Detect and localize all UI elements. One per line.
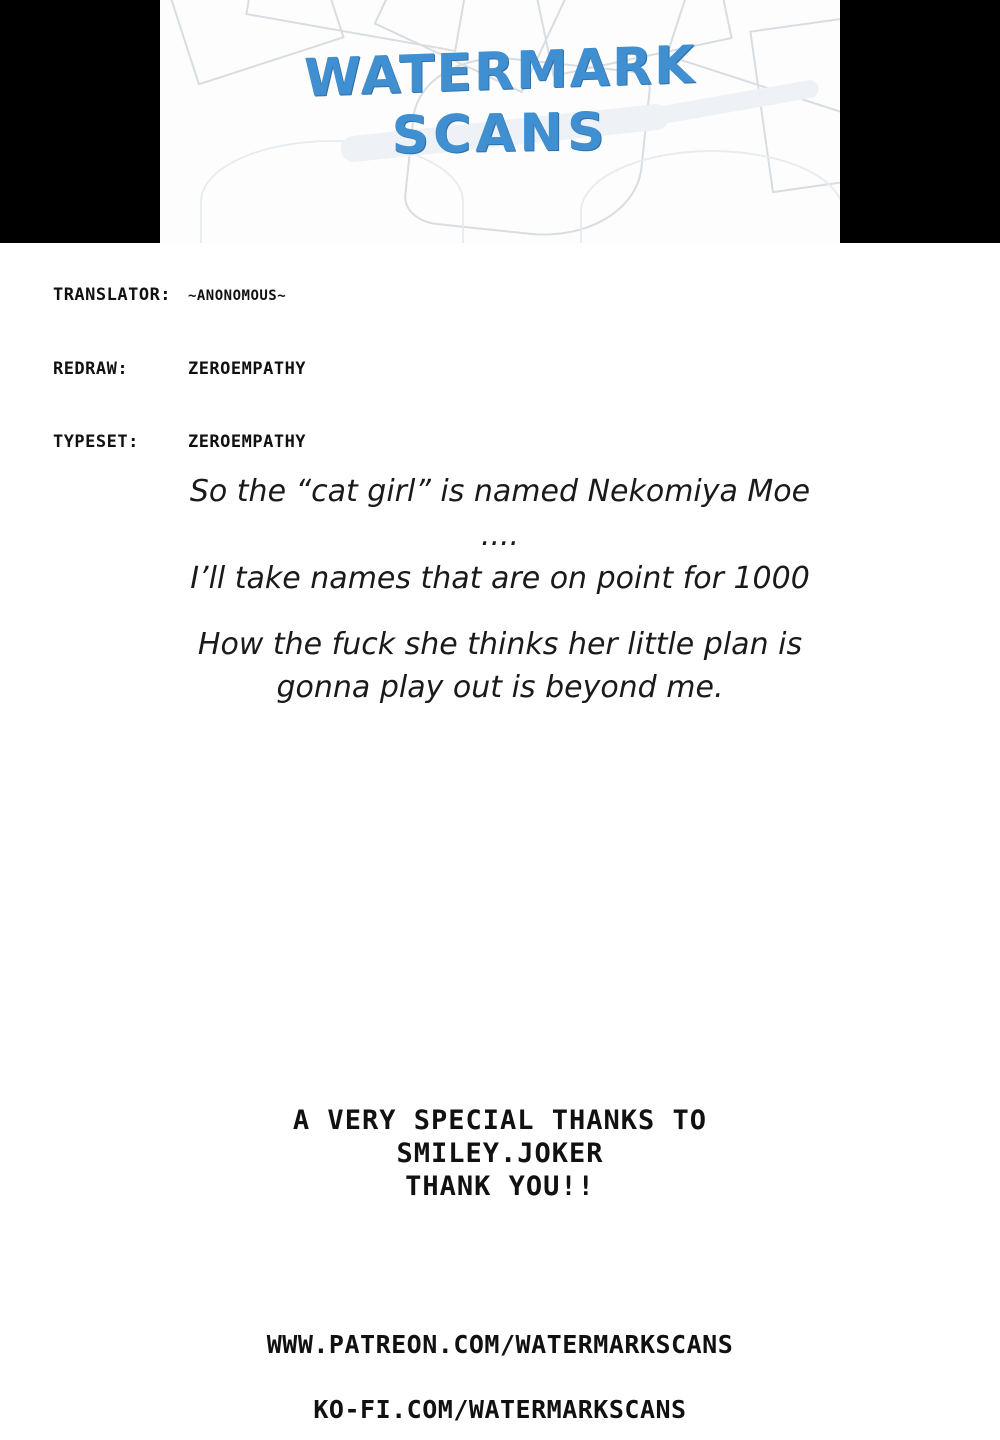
note-line-3: I’ll take names that are on point for 1000 <box>190 561 810 596</box>
credit-label-translator: TRANSLATOR: <box>52 284 172 305</box>
footer-links <box>0 1330 1000 1424</box>
note-line-5: gonna play out is beyond me. <box>276 670 724 705</box>
thanks-line-1: A VERY SPECIAL THANKS TO <box>292 1105 708 1136</box>
kofi-link[interactable]: KO-FI.COM/WATERMARKSCANS <box>313 1395 687 1424</box>
credit-row <box>10 332 306 406</box>
watermark-logo <box>160 34 840 172</box>
credit-row <box>10 406 306 480</box>
credits-block <box>10 258 306 480</box>
watermark-logo-line1: WATERMARK <box>303 35 697 109</box>
thanks-line-2: SMILEY.JOKER <box>396 1137 604 1169</box>
header-banner <box>0 0 1000 243</box>
credit-row <box>10 258 306 332</box>
credit-label-redraw: REDRAW: <box>52 358 129 379</box>
note-spacer <box>0 601 1000 623</box>
patreon-link[interactable]: WWW.PATREON.COM/WATERMARKSCANS <box>266 1330 734 1359</box>
credit-label-typeset: TYPESET: <box>52 432 139 453</box>
credit-value-redraw: ZEROEMPATHY <box>187 358 307 379</box>
note-line-2: .... <box>480 517 520 553</box>
note-line-4: How the fuck she thinks her little plan is <box>197 626 803 662</box>
watermark-logo-line2: SCANS <box>391 102 609 166</box>
special-thanks-block <box>0 1105 1000 1204</box>
thanks-line-3: THANK YOU!! <box>405 1170 595 1202</box>
credit-value-translator: ~ANONOMOUS~ <box>187 287 287 304</box>
credit-value-typeset: ZEROEMPATHY <box>187 432 307 453</box>
note-line-1: So the “cat girl” is named Nekomiya Moe <box>189 474 811 509</box>
translator-note <box>0 470 1000 710</box>
